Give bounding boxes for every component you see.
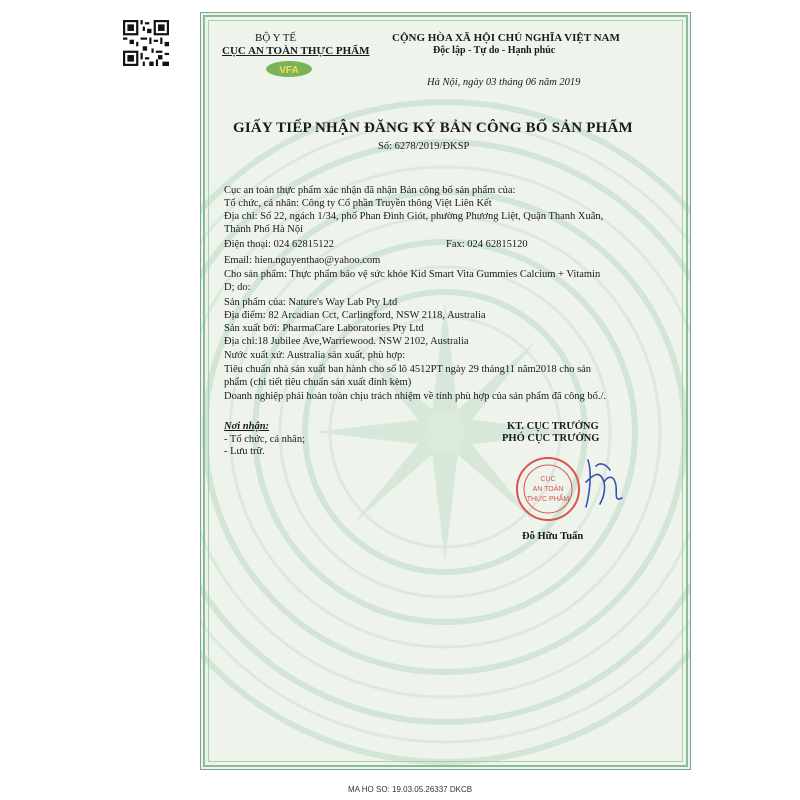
email-text: Email: hien.nguyenthao@yahoo.com [224, 255, 381, 266]
product-line-1: Cho sản phẩm: Thực phẩm bảo vệ sức khỏe Kid Smart Vita Gummies Calcium + Vitamin [224, 269, 601, 280]
manufacturer-text: Sản xuất bởi: PharmaCare Laboratories Pty Ltd [224, 323, 424, 334]
origin-text: Nước xuất xứ: Australia sản xuất, phù hợp: [224, 350, 406, 361]
organization-text: Tổ chức, cá nhân: Công ty Cổ phần Truyền thông Việt Liên Kết [224, 198, 492, 209]
stamp-text-line: THỰC PHẨM [526, 496, 570, 503]
file-code-footer: MA HO SO: 19.03.05.26337 DKCB [348, 785, 473, 794]
product-line-2: D; do: [224, 282, 251, 293]
producer-address: Địa điểm: 82 Arcadian Cct, Carlingford, NSW 2118, Australia [224, 310, 486, 321]
vfa-logo [265, 60, 313, 78]
recipient-item: - Tổ chức, cá nhân; [224, 434, 306, 445]
signature-title-1: KT. CỤC TRƯỞNG [507, 421, 599, 432]
document-number: Số: 6278/2019/ĐKSP [378, 141, 470, 152]
logo-text: VFA [279, 65, 299, 76]
signer-name: Đỗ Hữu Tuấn [522, 531, 584, 542]
responsibility-text: Doanh nghiệp phải hoàn toàn chịu trách nhiệm về tính phù hợp của sản phẩm đã công bố./. [224, 391, 606, 402]
address-line-2: Thành Phố Hà Nội [224, 224, 304, 235]
recipients-heading: Nơi nhận: [224, 421, 270, 432]
fax-text: Fax: 024 62815120 [446, 239, 528, 250]
address-line-1: Địa chỉ: Số 22, ngách 1/34, phố Phan Đình Giót, phường Phương Liệt, Quận Thanh Xuân, [224, 211, 604, 222]
country-header: CỘNG HÒA XÃ HỘI CHỦ NGHĨA VIỆT NAM [392, 32, 620, 44]
recipient-item: - Lưu trữ. [224, 446, 265, 457]
producer-text: Sản phẩm của: Nature's Way Lab Pty Ltd [224, 297, 398, 308]
stamp-text-line: AN TOÀN [532, 486, 564, 493]
document-title: GIẤY TIẾP NHẬN ĐĂNG KÝ BẢN CÔNG BỐ SẢN PHẨM [233, 120, 633, 136]
intro-text: Cục an toàn thực phẩm xác nhận đã nhận Bản công bố sản phẩm của: [224, 185, 516, 196]
manufacturer-address: Địa chỉ:18 Jubilee Ave,Warriewood. NSW 2102, Australia [224, 336, 469, 347]
qr-code-icon [123, 20, 169, 66]
issue-date: Hà Nội, ngày 03 tháng 06 năm 2019 [427, 77, 581, 88]
signature-title-2: PHÓ CỤC TRƯỞNG [502, 433, 600, 444]
department-name: CỤC AN TOÀN THỰC PHẨM [222, 45, 370, 57]
phone-text: Điện thoại: 024 62815122 [224, 239, 334, 250]
standard-line-2: phẩm (chi tiết tiêu chuẩn sản xuất đính kèm) [224, 377, 412, 388]
national-motto: Độc lập - Tự do - Hạnh phúc [433, 45, 556, 56]
stamp-text-line: CỤC [540, 476, 556, 483]
standard-line-1: Tiêu chuẩn nhà sản xuất ban hành cho số lô 4512PT ngày 29 tháng11 năm2018 cho sản [224, 364, 592, 375]
ministry-name: BỘ Y TẾ [255, 32, 297, 44]
handwritten-signature [570, 452, 630, 514]
